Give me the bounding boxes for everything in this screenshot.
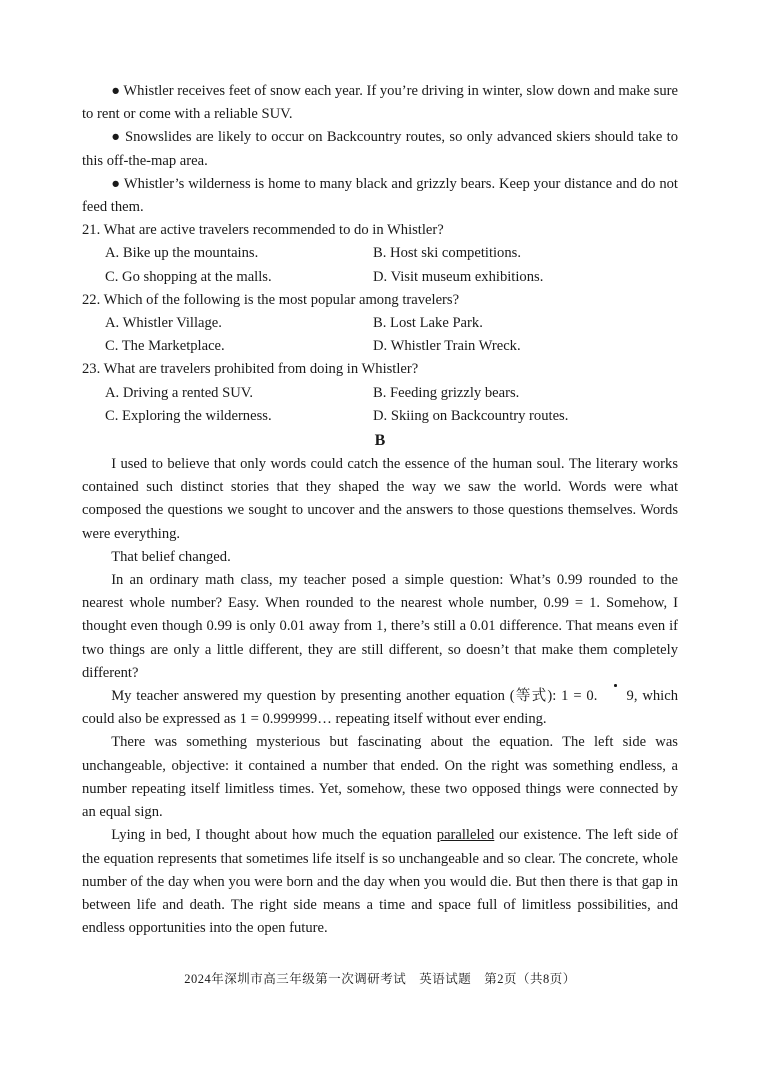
question-stem: 23. What are travelers prohibited from doing in Whistler? (82, 361, 419, 378)
passage-paragraph-3: In an ordinary math class, my teacher posed a simple question: What’s 0.99 rounded to the nearest whole number? Easy. When rounded to the nearest whole number, 0.99 = 1. Somehow, I thought even though 0.99 is only 0.01 away from 1, there’s still a 0.01 difference. That means even if two things are only a little different, they are still different, so doesn’t that make them completely different? (82, 572, 678, 681)
paragraph-text: our existence. The left side of the equation represents that sometimes life itself is so unchangeable and so clear. The concrete, whole number of the day when you were born and the day when you would die. But then there is that gap in between life and death. The right side means a time and space full of limitless possibilities, and endless opportunities into the open future. (82, 827, 678, 937)
bullet-snowslides: ● Snowslides are likely to occur on Backcountry routes, so only advanced skiers should take to this off-the-map area. (82, 129, 678, 169)
option-b: B. Host ski competitions. (373, 245, 521, 262)
option-d: D. Visit museum exhibitions. (373, 268, 544, 285)
question-21 (82, 219, 678, 289)
option-b: B. Lost Lake Park. (373, 315, 483, 332)
option-a: A. Bike up the mountains. (105, 245, 259, 262)
question-options (82, 382, 678, 428)
question-options (82, 242, 678, 288)
paragraph-text: Lying in bed, I thought about how much the equation (111, 827, 437, 844)
underlined-word: paralleled (436, 827, 495, 844)
option-d: D. Whistler Train Wreck. (373, 338, 521, 355)
question-22 (82, 289, 678, 359)
repeating-digit: 9 (597, 685, 633, 708)
question-stem: 22. Which of the following is the most popular among travelers? (82, 291, 460, 308)
question-23 (82, 358, 678, 428)
bullet-snow: ● Whistler receives feet of snow each year. If you’re driving in winter, slow down and make sure to rent or come with a reliable SUV. (82, 83, 678, 123)
passage-paragraph-4 (82, 685, 678, 731)
option-a: A. Whistler Village. (105, 315, 222, 332)
section-heading: B (374, 432, 386, 450)
passage-paragraph-1: I used to believe that only words could catch the essence of the human soul. The literary works contained such distinct stories that they shaped the way we saw the world. Words were what composed the questions we sought to uncover and the answers to those questions themselves. Words were everything. (82, 456, 678, 542)
option-d: D. Skiing on Backcountry routes. (373, 407, 569, 424)
question-options (82, 312, 678, 358)
option-a: A. Driving a rented SUV. (105, 384, 254, 401)
question-stem: 21. What are active travelers recommended to do in Whistler? (82, 222, 444, 239)
bullet-bears: ● Whistler’s wilderness is home to many black and grizzly bears. Keep your distance and do not feed them. (82, 175, 678, 216)
passage-paragraph-2: That belief changed. (111, 548, 231, 565)
option-c: C. The Marketplace. (105, 338, 225, 355)
option-c: C. Go shopping at the malls. (105, 268, 272, 285)
passage-paragraph-6 (82, 824, 678, 940)
paragraph-text: , which could also be expressed as 1 = 0.999999… repeating itself without ever ending. (82, 688, 678, 728)
option-c: C. Exploring the wilderness. (105, 407, 272, 424)
page-content (82, 80, 678, 940)
paragraph-text: My teacher answered my question by presenting another equation (等式): 1 = 0. (111, 688, 598, 705)
option-b: B. Feeding grizzly bears. (373, 384, 520, 401)
passage-paragraph-5: There was something mysterious but fascinating about the equation. The left side was unchangeable, objective: it contained a number that ended. On the right was something endless, a number repeating itself limitless times. Yet, somehow, these two opposed things were connected by an equal sign. (82, 734, 678, 821)
page-footer: 2024年深圳市高三年级第一次调研考试 英语试题 第2页（共8页） (184, 972, 576, 986)
